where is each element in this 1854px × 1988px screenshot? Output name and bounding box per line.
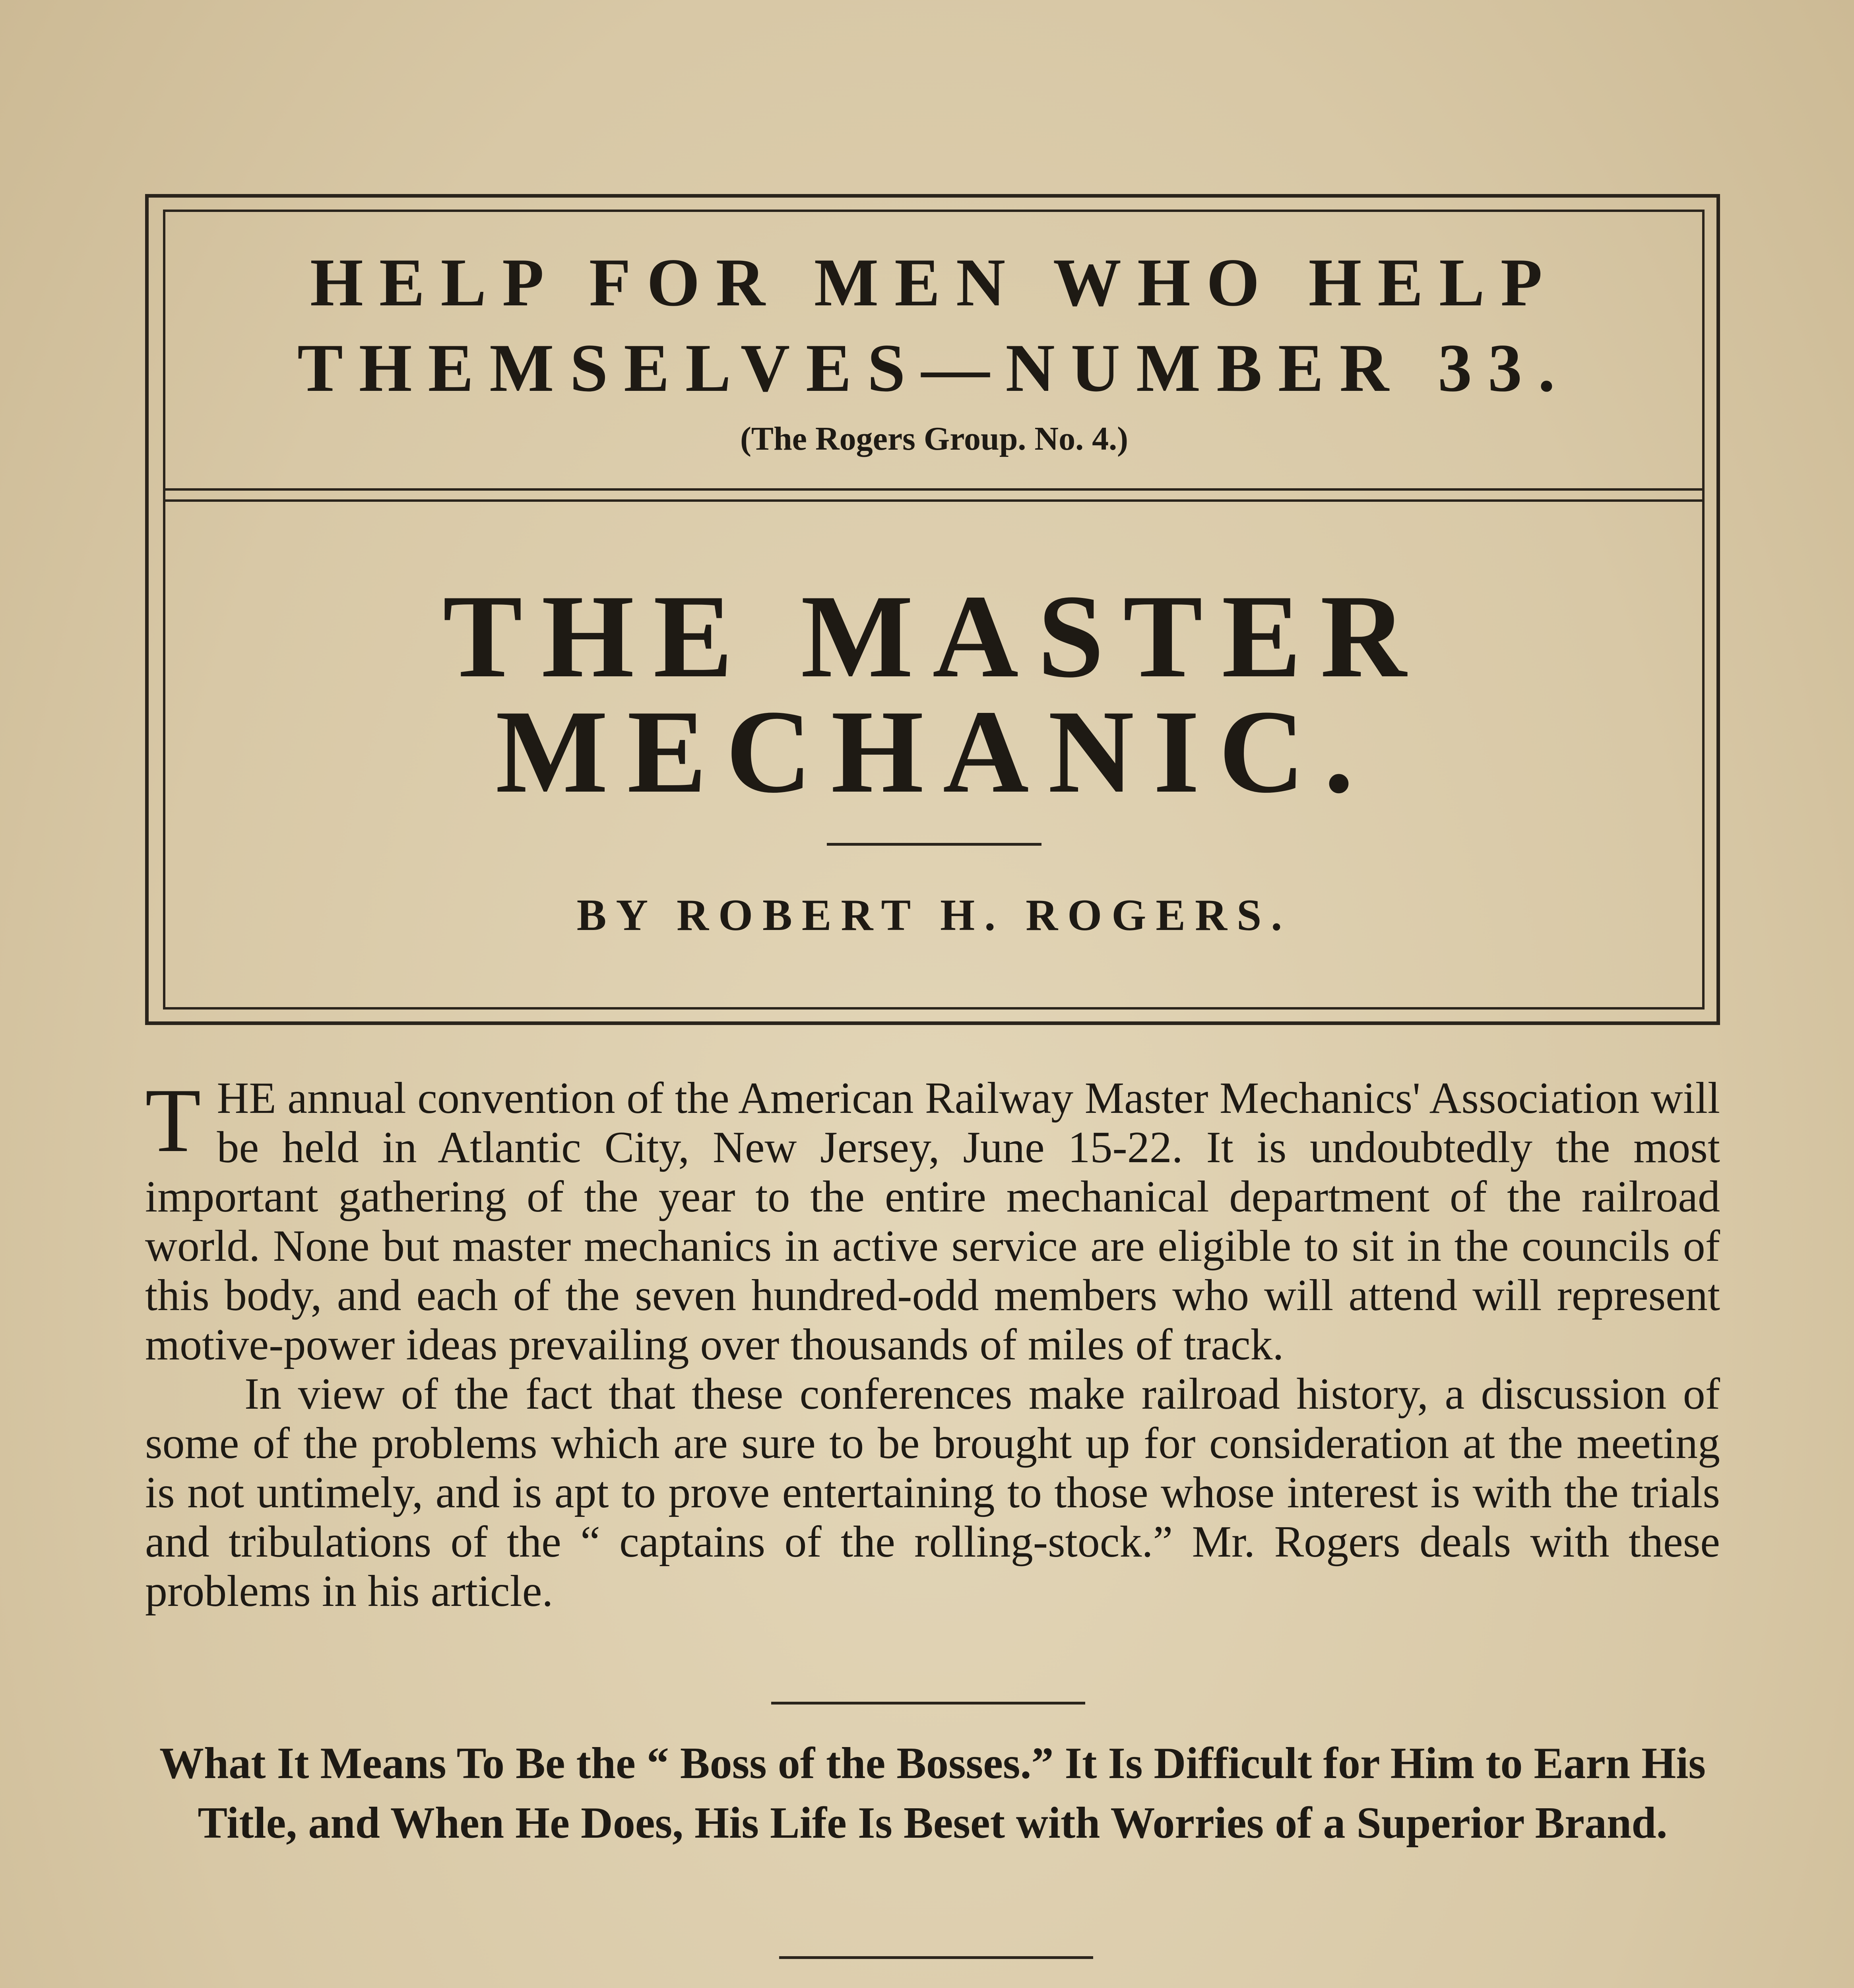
byline: BY ROBERT H. ROGERS. — [576, 891, 1292, 940]
group-note: (The Rogers Group. No. 4.) — [740, 420, 1129, 457]
section-rule-1 — [771, 1702, 1085, 1705]
series-title-line-1: HELP FOR MEN WHO HELP — [310, 245, 1558, 320]
subheading: What It Means To Be the “ Boss of the Bosses.” It Is Difficult for Him to Earn His Title, and When He Does, His Life Is Beset with Worries of a Superior Brand. — [159, 1739, 1706, 1848]
intro-text — [145, 1070, 1720, 1616]
title-underline-rule — [827, 843, 1041, 846]
intro-drop-cap: T — [145, 1070, 201, 1171]
article-title-line-1: THE MASTER — [442, 570, 1426, 702]
intro-paragraph-1-text: HE annual convention of the American Railway Master Mechanics' Association will be held in Atlantic City, New Jersey, June 15-22. It is undoubtedly the most important gathering of the year to the entire mechanical department of the railroad world. None but master mechanics in active service are eligible to sit in the councils of this body, and each of the seven hundred-odd members who will attend will represent motive-power ideas prevailing over thousands of miles of track. — [145, 1074, 1720, 1369]
header-divider-rule — [163, 488, 1705, 491]
header-divider-rule-2 — [163, 499, 1705, 502]
series-title-line-2: THEMSELVES—NUMBER 33. — [297, 330, 1571, 406]
intro-paragraph-1 — [145, 1070, 1720, 1369]
article-title-line-2: MECHANIC. — [495, 685, 1373, 817]
section-rule-2 — [779, 1956, 1093, 1959]
intro-paragraph-2: In view of the fact that these conferences make railroad history, a discussion of some of the problems which are sure to be brought up for consideration at the meeting is not untimely, and is apt to prove entertaining to those whose interest is with the trials and tribulations of the “ captains of the rolling-stock.” Mr. Rogers deals with these problems in his article. — [145, 1369, 1720, 1616]
